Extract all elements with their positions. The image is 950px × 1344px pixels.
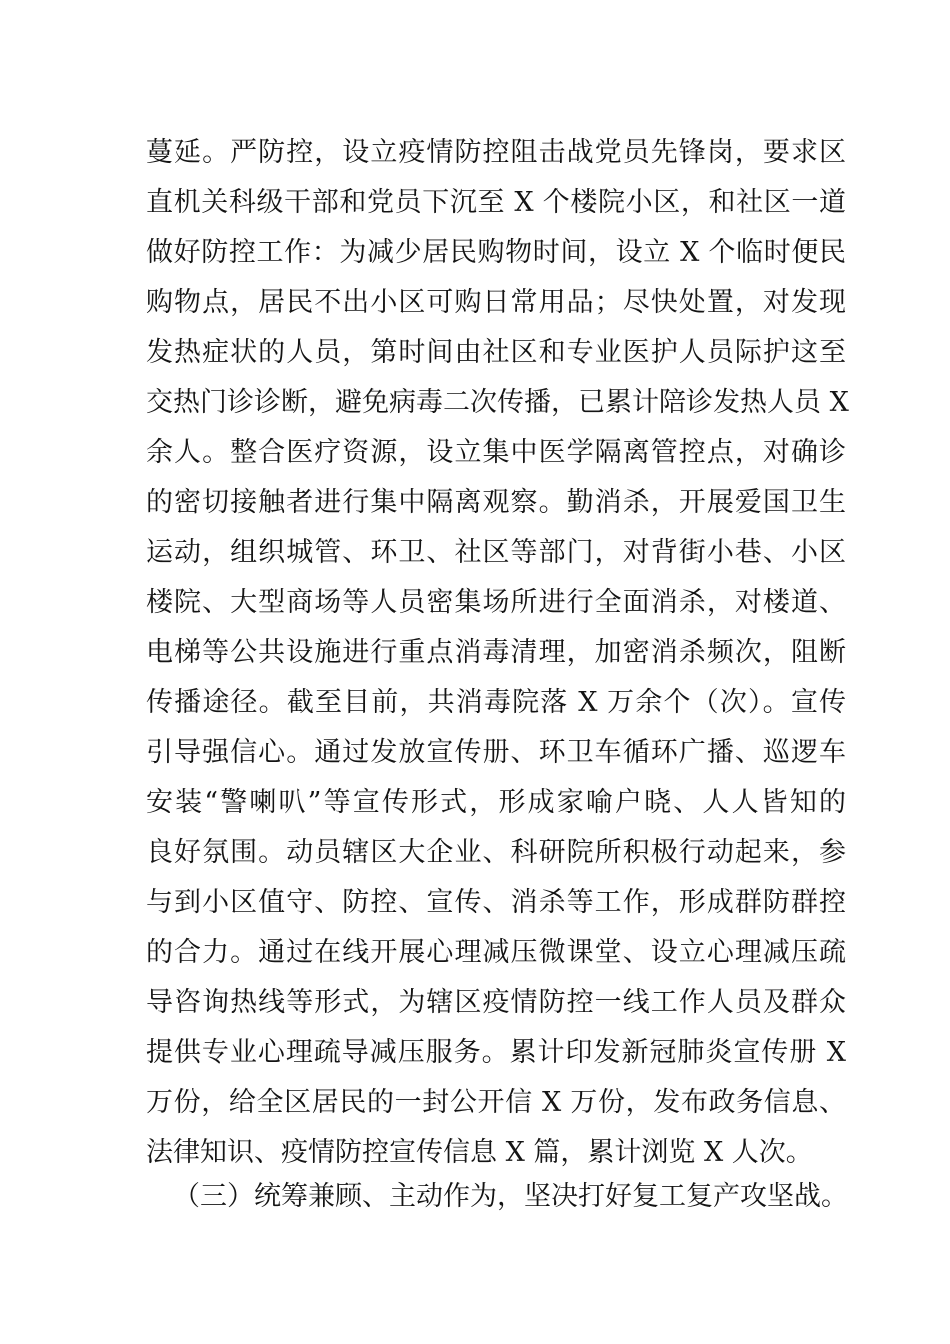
paragraph-line: 楼院、大型商场等人员密集场所进行全面消杀，对楼道、 — [146, 587, 846, 618]
paragraph-line: 运动，组织城管、环卫、社区等部门，对背街小巷、小区 — [146, 537, 846, 568]
paragraph-line: 交热门诊诊断，避免病毒二次传播，已累计陪诊发热人员 X — [146, 387, 849, 418]
paragraph-line: 蔓延。严防控，设立疫情防控阻击战党员先锋岗，要求区 — [146, 137, 846, 168]
section-heading: （三）统筹兼顾、主动作为，坚决打好复工复产攻坚战。 — [173, 1181, 848, 1212]
paragraph-line: 传播途径。截至目前，共消毒院落 X 万余个（次）。宣传 — [146, 687, 846, 718]
paragraph-line: 良好氛围。动员辖区大企业、科研院所积极行动起来，参 — [146, 837, 846, 868]
paragraph-line: 与到小区值守、防控、宣传、消杀等工作，形成群防群控 — [146, 887, 846, 918]
paragraph-line: 引导强信心。通过发放宣传册、环卫车循环广播、巡逻车 — [146, 737, 846, 768]
paragraph-line: 发热症状的人员，第时间由社区和专业医护人员际护这至 — [146, 337, 846, 368]
paragraph-line: 导咨询热线等形式，为辖区疫情防控一线工作人员及群众 — [146, 987, 846, 1018]
body-paragraph — [146, 128, 849, 1178]
paragraph-line: 提供专业心理疏导减压服务。累计印发新冠肺炎宣传册 X — [146, 1037, 846, 1068]
paragraph-line: 直机关科级干部和党员下沉至 X 个楼院小区，和社区一道 — [146, 187, 846, 218]
paragraph-line: 余人。整合医疗资源，设立集中医学隔离管控点，对确诊 — [146, 437, 846, 468]
paragraph-line: 电梯等公共设施进行重点消毒清理，加密消杀频次，阻断 — [146, 637, 846, 668]
paragraph-line: 安装“警喇叭”等宣传形式，形成家喻户晓、人人皆知的 — [146, 787, 846, 818]
paragraph-line: 万份，给全区居民的一封公开信 X 万份，发布政务信息、 — [146, 1087, 846, 1118]
paragraph-line: 购物点，居民不出小区可购日常用品；尽快处置，对发现 — [146, 287, 846, 318]
paragraph-line: 的密切接触者进行集中隔离观察。勤消杀，开展爱国卫生 — [146, 487, 846, 518]
paragraph-line: 的合力。通过在线开展心理减压微课堂、设立心理减压疏 — [146, 937, 846, 968]
paragraph-line: 做好防控工作：为减少居民购物时间，设立 X 个临时便民 — [146, 237, 846, 268]
paragraph-line: 法律知识、疫情防控宣传信息 X 篇，累计浏览 X 人次。 — [146, 1137, 813, 1168]
